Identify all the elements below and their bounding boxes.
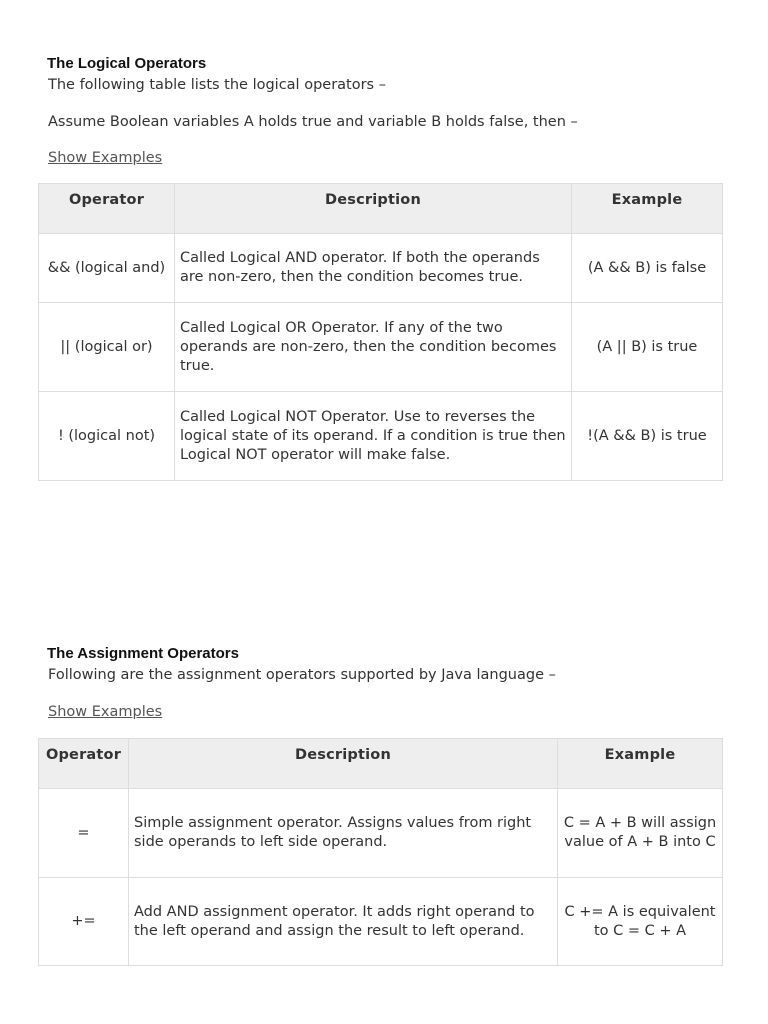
table-row [39,234,723,303]
table-row [39,392,723,481]
table-header-row [39,739,723,789]
header-description: Description [175,184,572,234]
operator-cell: || (logical or) [39,303,175,392]
operator-cell: && (logical and) [39,234,175,303]
assignment-operators-table [38,738,723,966]
assignment-intro-text: Following are the assignment operators supported by Java language – [48,667,556,683]
operator-cell: = [39,789,129,878]
description-cell: Called Logical NOT Operator. Use to reverses the logical state of its operand. If a condition is true then Logical NOT operator will make false. [175,392,572,481]
operator-cell: ! (logical not) [39,392,175,481]
table-row [39,789,723,878]
logical-assume-text: Assume Boolean variables A holds true and variable B holds false, then – [48,114,578,130]
description-cell: Called Logical AND operator. If both the operands are non-zero, then the condition becomes true. [175,234,572,303]
description-cell: Called Logical OR Operator. If any of the two operands are non-zero, then the condition becomes true. [175,303,572,392]
example-cell: C = A + B will assign value of A + B into C [558,789,723,878]
description-cell: Add AND assignment operator. It adds right operand to the left operand and assign the result to left operand. [129,878,558,966]
header-operator: Operator [39,184,175,234]
example-cell: !(A && B) is true [572,392,723,481]
table-header-row [39,184,723,234]
logical-intro-text: The following table lists the logical operators – [48,77,386,93]
header-operator: Operator [39,739,129,789]
header-example: Example [572,184,723,234]
logical-operators-title: The Logical Operators [47,55,207,72]
operator-cell: += [39,878,129,966]
example-cell: (A || B) is true [572,303,723,392]
example-cell: C += A is equivalent to C = C + A [558,878,723,966]
example-cell: (A && B) is false [572,234,723,303]
logical-show-examples-link[interactable]: Show Examples [48,150,163,166]
assignment-show-examples-link[interactable]: Show Examples [48,704,163,720]
table-row [39,878,723,966]
assignment-operators-title: The Assignment Operators [47,645,239,662]
table-row [39,303,723,392]
header-description: Description [129,739,558,789]
logical-operators-table [38,183,723,481]
header-example: Example [558,739,723,789]
description-cell: Simple assignment operator. Assigns values from right side operands to left side operand. [129,789,558,878]
